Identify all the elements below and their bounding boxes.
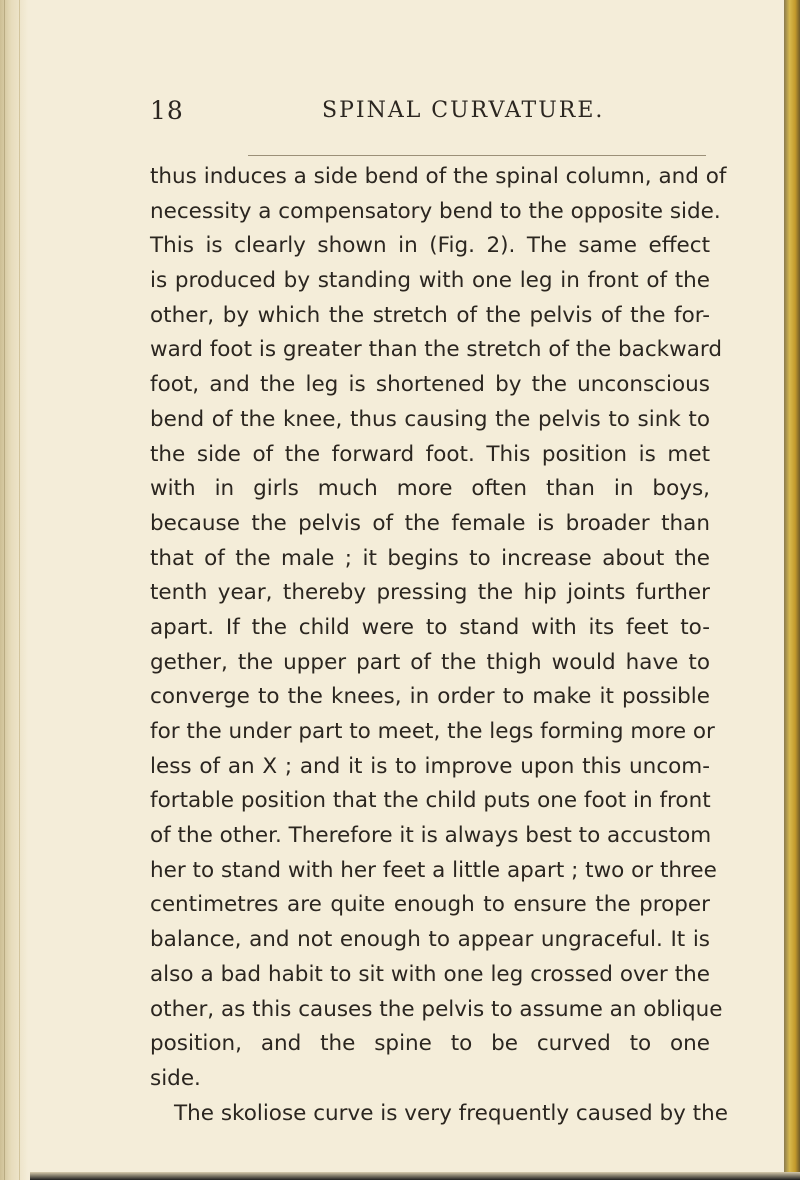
text-line: side. [150,1065,201,1091]
text-line: balance, and not enough to appear ungraceful. It is [150,927,710,953]
text-line: fortable position that the child puts one foot in front [150,788,711,814]
text-line: converge to the knees, in order to make it possible [150,684,710,710]
page-number: 18 [150,96,184,125]
text-line: centimetres are quite enough to ensure the proper [150,892,710,918]
text-line: The skoliose curve is very frequently caused by the [174,1100,728,1126]
text-line: because the pelvis of the female is broader than [150,510,710,536]
text-line: for the under part to meet, the legs forming more or [150,719,715,744]
text-line: tenth year, thereby pressing the hip joints further [150,580,710,606]
text-line: bend of the knee, thus causing the pelvis to sink to [150,406,710,432]
text-line: of the other. Therefore it is always best to accustom [150,823,712,849]
gutter-edge-lines [4,0,20,1180]
text-line: This is clearly shown in (Fig. 2). The same effect [150,233,710,259]
text-line: other, as this causes the pelvis to assume an oblique [150,996,723,1022]
text-line: her to stand with her feet a little apart ; two or three [150,857,717,883]
text-line: the side of the forward foot. This position is met [150,441,710,467]
running-head [0,96,760,136]
text-line: ward foot is greater than the stretch of the backward [150,337,722,363]
text-line: with in girls much more often than in boys, [150,476,710,502]
running-title: SPINAL CURVATURE. [322,98,605,123]
text-line: gether, the upper part of the thigh would have to [150,649,710,675]
bottom-page-edge [30,1172,800,1180]
text-line: necessity a compensatory bend to the opposite side. [150,198,721,224]
gilt-page-edge [784,0,800,1180]
body-text [150,160,728,1131]
text-line: thus induces a side bend of the spinal column, and of [150,164,727,189]
text-line: foot, and the leg is shortened by the unconscious [150,372,710,398]
text-line: is produced by standing with one leg in front of the [150,268,710,294]
text-line: also a bad habit to sit with one leg crossed over the [150,961,710,987]
text-line: less of an X ; and it is to improve upon this uncom- [150,753,710,779]
text-line: position, and the spine to be curved to one [150,1031,710,1057]
text-line: apart. If the child were to stand with its feet to- [150,614,710,640]
header-rule [248,155,706,156]
text-line: other, by which the stretch of the pelvis of the for- [150,302,710,328]
text-line: that of the male ; it begins to increase about the [150,545,710,571]
